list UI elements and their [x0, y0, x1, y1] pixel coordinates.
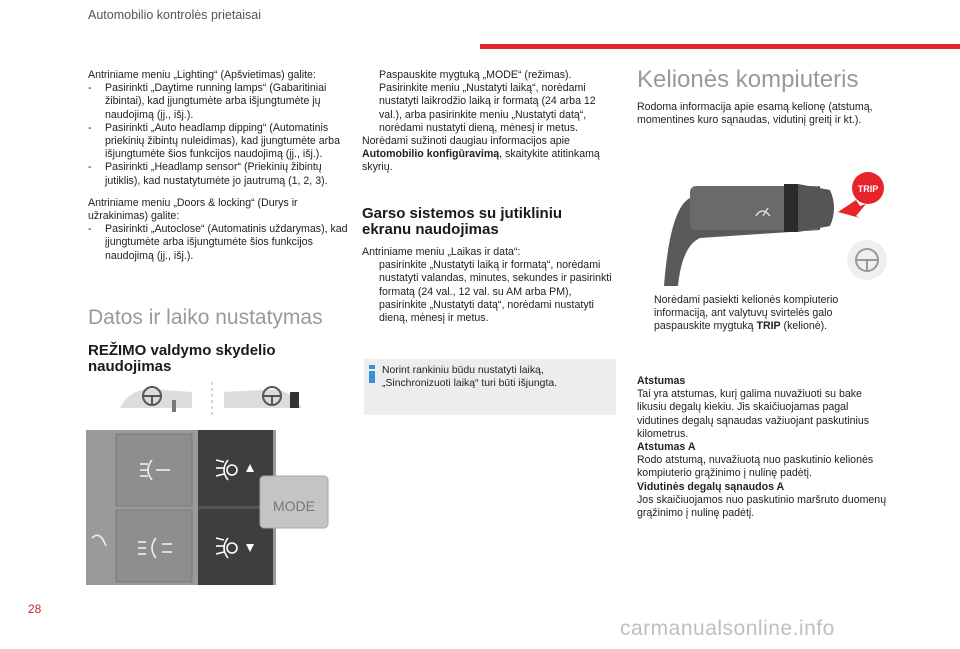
subsection-title-mode: REŽIMO valdymo skydelio naudojimas — [88, 342, 276, 375]
trip-callout — [838, 172, 884, 218]
list-item: - Pasirinkti „Autoclose“ (Automatinis uždarymas), kad įjungtumėte arba išjungtumėte šios funkcijos naudojimą (įj., išj.). — [88, 223, 348, 262]
list-item: Pasirinkite meniu „Nustatyti laiką“, norėdami nustatyti laikrodžio laiką ir formatą (24 arba 12 val.), arba pasirinkite meniu „Nustatyti datą“, norėdami nustatyti dieną, mėnesį ir metus. — [379, 82, 596, 134]
trip-label: TRIP — [857, 184, 879, 194]
definition-item — [637, 375, 887, 441]
section-title-audio: Garso sistemos su jutikliniu ekranu naudojimas — [362, 205, 563, 238]
wiper-stalk-trip-image — [660, 168, 900, 288]
rhd-steering-icon — [224, 387, 302, 408]
page-header-title: Automobilio kontrolės prietaisai — [88, 8, 262, 22]
more-info-link: Automobilio konfigūravimą — [362, 148, 500, 161]
mode-control-panel-image — [86, 430, 330, 585]
header-accent-bar — [480, 44, 960, 49]
definition-item — [637, 441, 887, 481]
definition-term: Vidutinės degalų sąnaudos A — [637, 480, 785, 493]
definition-desc: Tai yra atstumas, kurį galima nuvažiuoti su bake likusiu degalų kiekiu. Jis skaičiuojamas pagal vidutines degalų sąnaudas važiuojant paskutinius kilometrus. — [637, 388, 870, 440]
list-item: - Pasirinkti „Auto headlamp dipping“ (Automatinis priekinių žibintų nuleidimas), kad įjungtumėte arba išjungtumėte šios funkcijos naudojimą (įj., išj.). — [88, 121, 340, 161]
trip-intro: Rodoma informacija apie esamą kelionę (atstumą, momentines kuro sąnaudas, vidutinį greitį ir kt.). — [637, 101, 873, 127]
audio-intro: Antriniame meniu „Laikas ir data“: — [362, 246, 521, 258]
lhd-steering-icon — [120, 387, 192, 412]
lighting-intro: Antriniame meniu „Lighting“ (Apšvietimas) galite: — [88, 69, 316, 81]
trip-button-ref: TRIP — [756, 320, 781, 333]
section-title-trip-computer: Kelionės kompiuteris — [637, 66, 859, 93]
page-number: 28 — [28, 602, 42, 616]
definition-desc: Jos skaičiuojamos nuo paskutinio maršruto duomenų grąžinimo į nulinę padėtį. — [637, 493, 887, 520]
trip-step — [637, 294, 889, 334]
more-info-text: Norėdami sužinoti daugiau informacijos apie Automobilio konfigūravimą, skaitykite atitinkamą skyrių. — [362, 135, 600, 174]
watermark: carmanualsonline.info — [620, 617, 835, 640]
list-item: - Pasirinkti „Headlamp sensor“ (Priekinių žibintų jutiklis), kad nustatytumėte jo jautrumą (1, 2, 3). — [88, 161, 328, 187]
definition-term: Atstumas — [637, 375, 686, 387]
trip-definitions — [637, 375, 887, 520]
audio-menu-block — [362, 246, 614, 325]
list-item: - Pasirinkti „Daytime running lamps“ (Gabaritiniai žibintai), kad įjungtumėte arba išjungtumėte jų naudojimą (įj., išj.). — [88, 82, 327, 121]
steering-wheel-icon — [847, 240, 887, 280]
definition-item — [637, 481, 887, 521]
doors-intro: Antriniame meniu „Doors & locking“ (Durys ir užrakinimas) galite: — [88, 196, 298, 223]
definition-desc: Rodo atstumą, nuvažiuotą nuo paskutinio kelionės kompiuterio grąžinimo į nulinę padėtį. — [637, 454, 874, 480]
date-time-steps — [362, 69, 614, 175]
lighting-menu-block — [88, 69, 350, 263]
section-title-date-time: Datos ir laiko nustatymas — [88, 306, 323, 329]
info-note-text: Norint rankiniu būdu nustatyti laiką, „Sinchronizuoti laiką“ turi būti išjungta. — [382, 365, 557, 389]
definition-term: Atstumas A — [637, 441, 696, 454]
mode-button-label: MODE — [273, 498, 315, 514]
list-item: Paspauskite mygtuką „MODE“ (režimas). — [379, 69, 572, 81]
info-icon — [369, 365, 375, 383]
list-item: pasirinkite „Nustatyti datą“, norėdami nustatyti dieną, mėnesį ir metus. — [379, 298, 594, 325]
steering-wheel-icons — [112, 378, 312, 418]
list-item: Norėdami pasiekti kelionės kompiuterio informaciją, ant valytuvų svirtelės galo paspauskite mygtuką TRIP (kelionė). — [654, 294, 839, 333]
list-item: pasirinkite „Nustatyti laiką ir formatą“, norėdami nustatyti valandas, minutes, sekundes ir pasirinkti formatą (24 val., 12 val. su AM arba PM), — [379, 259, 612, 298]
